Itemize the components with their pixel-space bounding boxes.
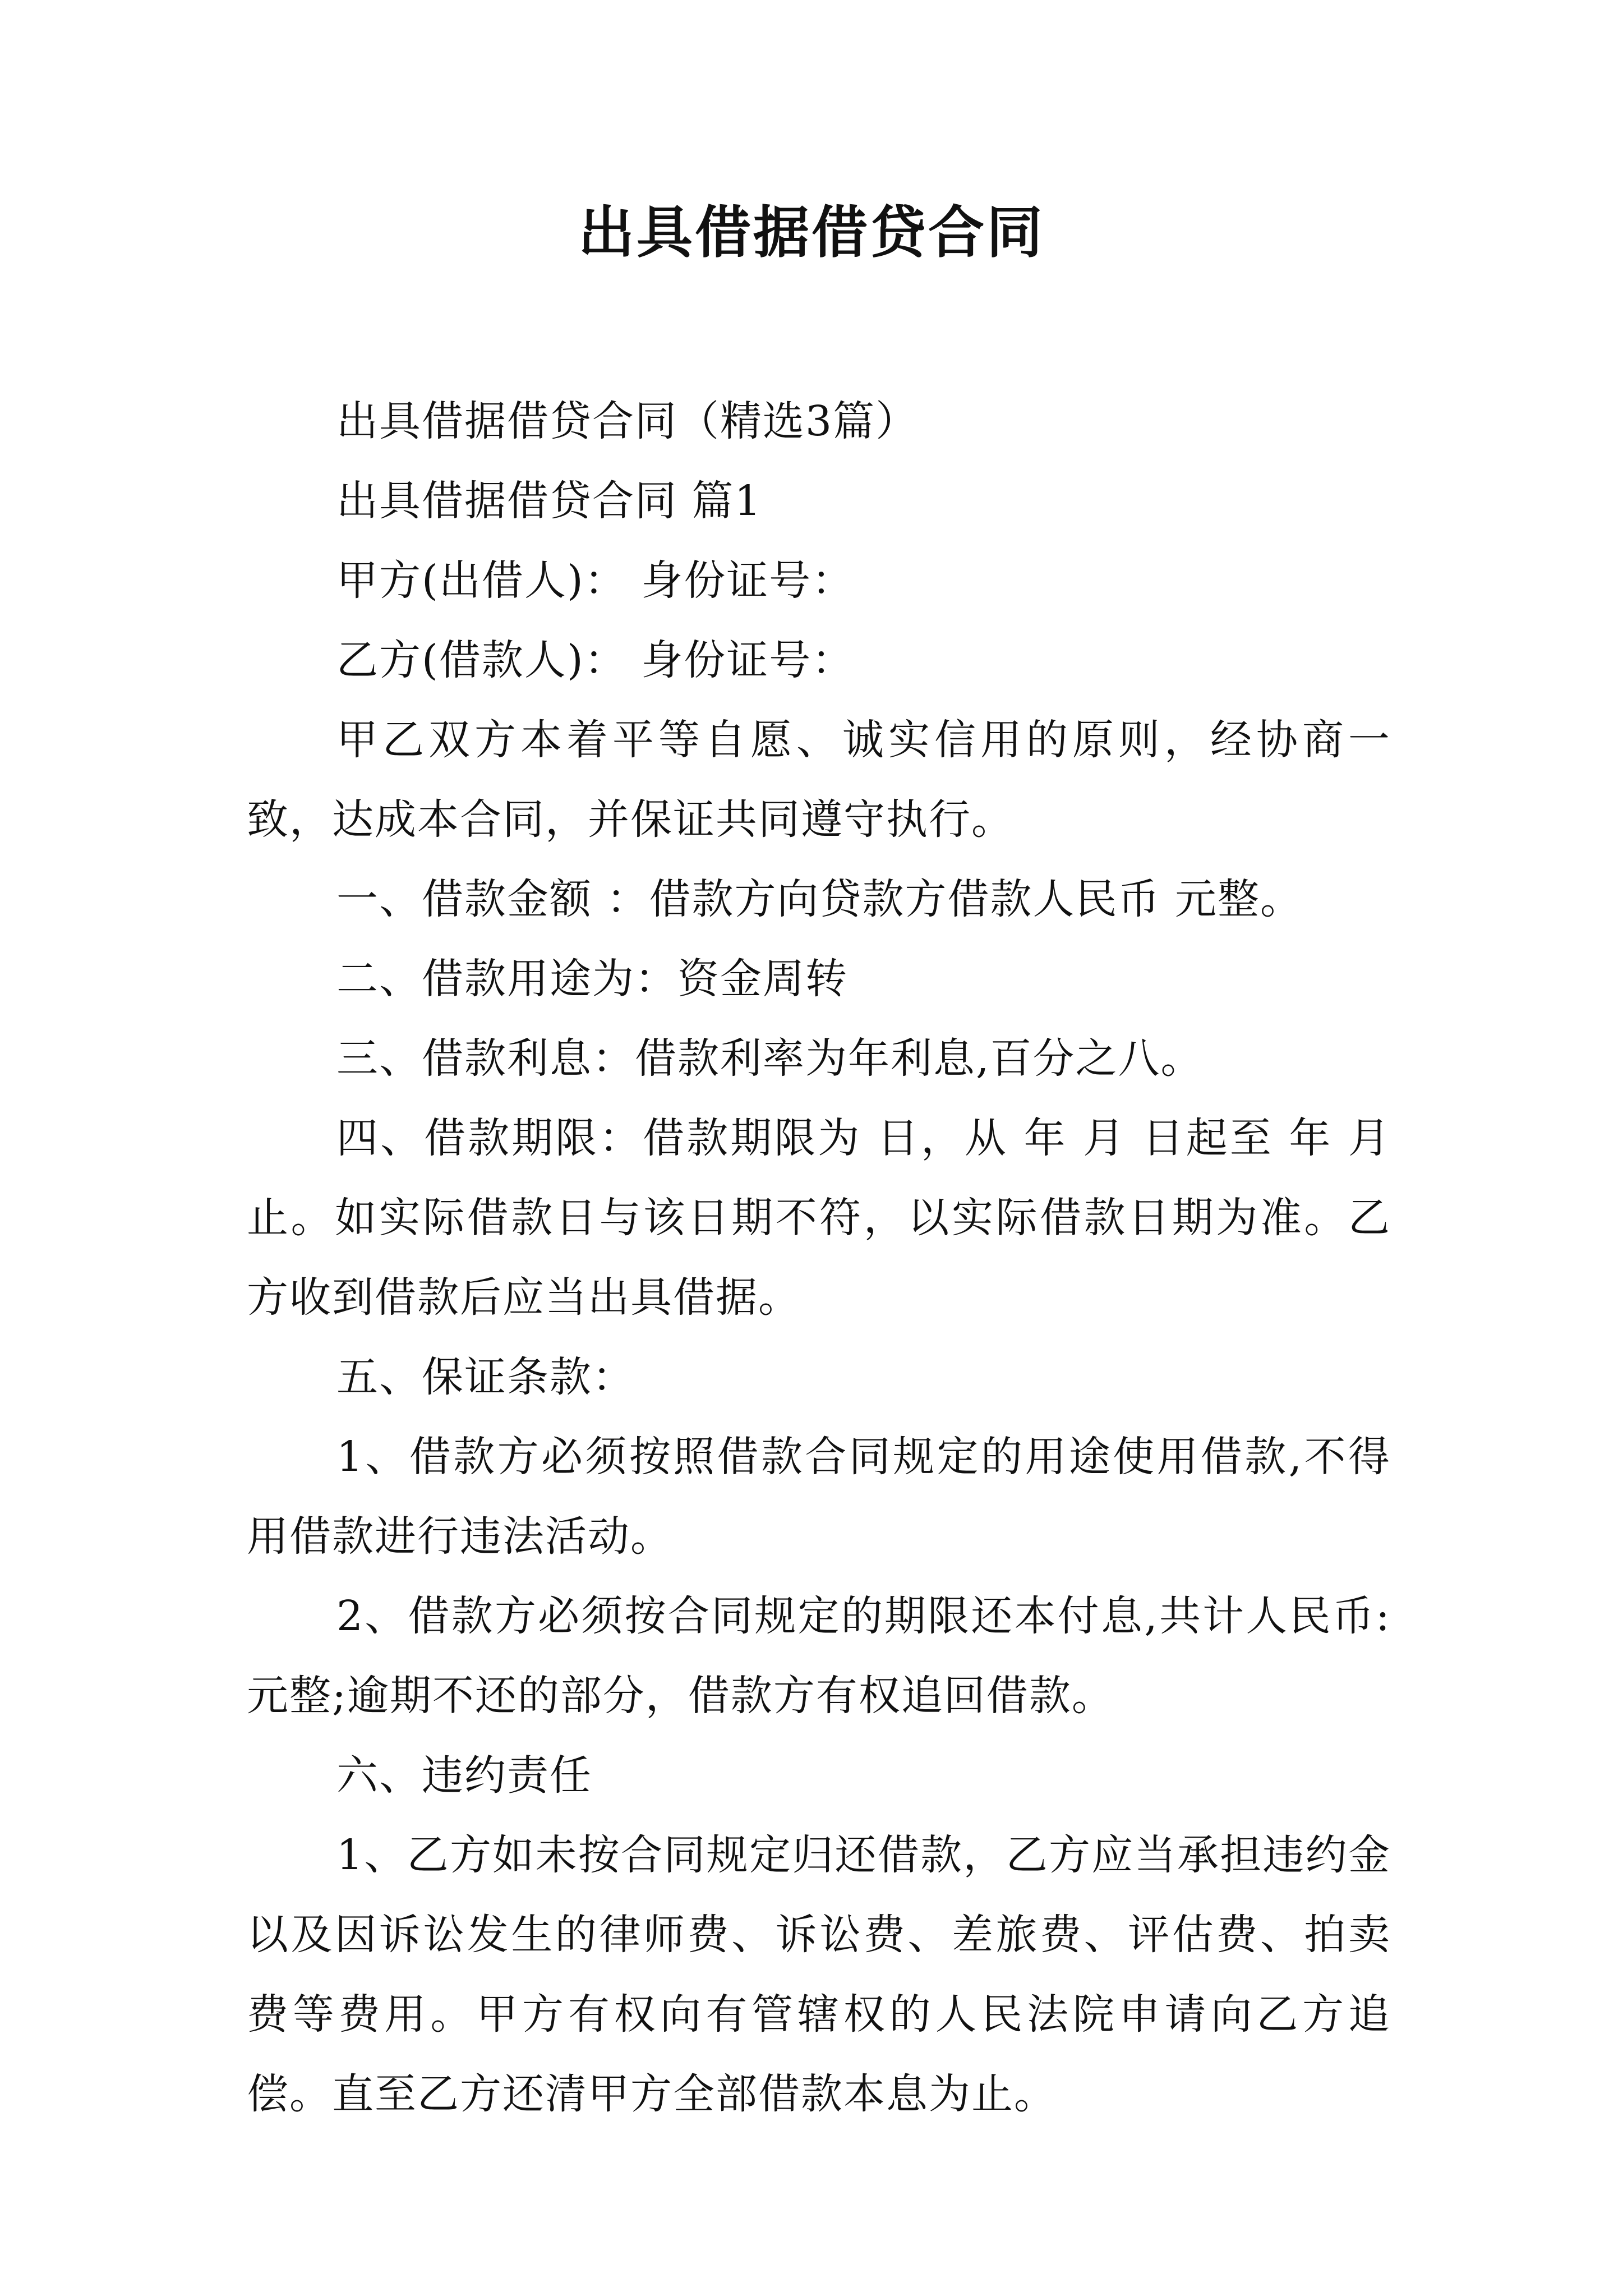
paragraph-guarantee-heading: 五、保证条款： bbox=[336, 1353, 635, 1401]
paragraph-party-a: 甲方(出借人)： 身份证号： bbox=[336, 556, 855, 605]
paragraph-guarantee-2: 2、借款方必须按合同规定的期限还本付息,共计人民币: 元整;逾期不还的部分，借款方有权追回借款。 bbox=[247, 1592, 1391, 1720]
paragraph-loan-interest: 三、借款利息：借款利率为年利息,百分之八。 bbox=[336, 1034, 1204, 1083]
paragraph-liability-heading: 六、违约责任 bbox=[336, 1751, 592, 1800]
paragraph-subtitle: 出具借据借贷合同（精选3篇） bbox=[336, 397, 919, 445]
paragraph-liability-1: 1、乙方如未按合同规定归还借款，乙方应当承担违约金以及因诉讼发生的律师费、诉讼费、差旅费、评估费、拍卖费等费用。甲方有权向有管辖权的人民法院申请向乙方追偿。直至乙方还清甲方全部借款本息为止。 bbox=[247, 1831, 1391, 2118]
document-title: 出具借据借贷合同 bbox=[578, 200, 1045, 265]
paragraph-preamble: 甲乙双方本着平等自愿、诚实信用的原则，经协商一致，达成本合同，并保证共同遵守执行。 bbox=[247, 716, 1391, 844]
paragraph-party-b: 乙方(借款人)： 身份证号： bbox=[336, 636, 855, 684]
paragraph-loan-amount: 一、借款金额 ：借款方向贷款方借款人民币 元整。 bbox=[336, 875, 1303, 923]
paragraph-loan-purpose: 二、借款用途为：资金周转 bbox=[336, 955, 848, 1003]
document-body bbox=[247, 381, 1391, 2134]
paragraph-section-heading: 出具借据借贷合同 篇1 bbox=[336, 477, 762, 525]
paragraph-guarantee-1: 1、借款方必须按照借款合同规定的用途使用借款,不得用借款进行违法活动。 bbox=[247, 1433, 1391, 1561]
paragraph-loan-term: 四、借款期限：借款期限为 日，从 年 月 日起至 年 月 止。如实际借款日与该日期不符，以实际借款日期为准。乙方收到借款后应当出具借据。 bbox=[247, 1114, 1391, 1322]
